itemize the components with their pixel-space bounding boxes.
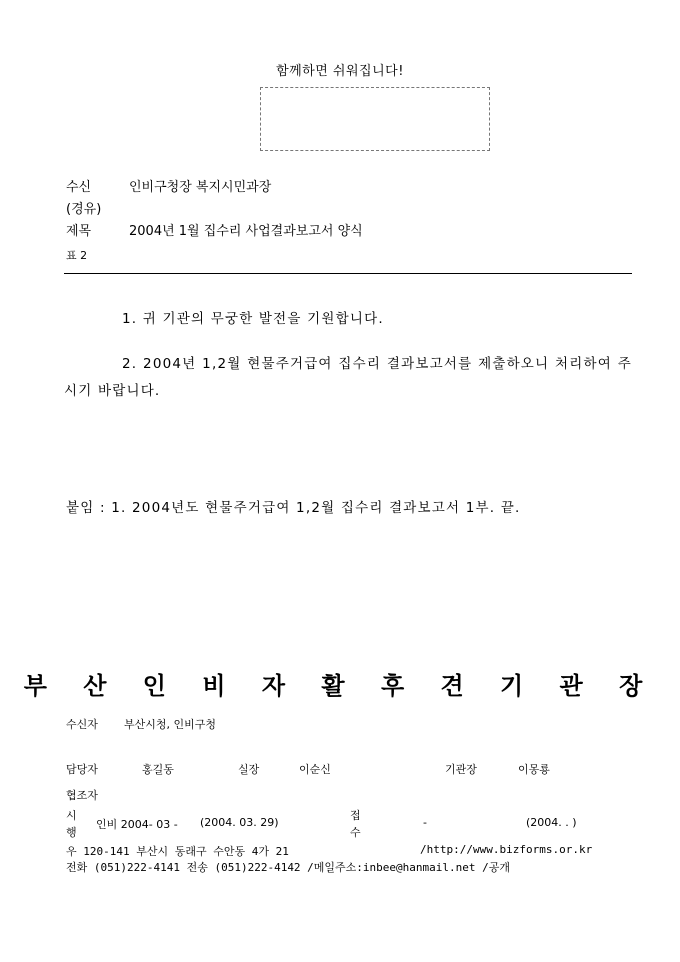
staff-name: 홍길동 bbox=[142, 763, 174, 776]
cooperator-label: 협조자 bbox=[66, 789, 98, 802]
exec-number: 인비 2004- 03 - bbox=[96, 818, 178, 831]
table-ref: 표 2 bbox=[66, 249, 88, 262]
contact-info: 전화 (051)222-4141 전송 (051)222-4142 /메일주소:inbee@hanmail.net /공개 bbox=[66, 861, 511, 874]
stamp-box bbox=[260, 87, 490, 151]
exec-label-top: 시 bbox=[66, 809, 77, 822]
director-name: 이몽룡 bbox=[518, 763, 550, 776]
website-link[interactable]: /http://www.bizforms.or.kr bbox=[420, 843, 593, 856]
sender-name: 부 산 인 비 자 활 후 견 기 관 장 bbox=[23, 672, 657, 700]
via-label: (경유) bbox=[66, 202, 102, 217]
recipients-value: 부산시청, 인비구청 bbox=[124, 718, 217, 731]
director-label: 기관장 bbox=[445, 763, 477, 776]
address: 우 120-141 부산시 동래구 수안동 4가 21 bbox=[66, 845, 289, 858]
slogan: 함께하면 쉬워집니다! bbox=[276, 64, 404, 79]
staff-label: 담당자 bbox=[66, 763, 98, 776]
recipient-value: 인비구청장 복지시민과장 bbox=[129, 180, 272, 195]
chief-label: 실장 bbox=[238, 763, 260, 776]
subject-label: 제목 bbox=[66, 224, 92, 239]
recipients-label: 수신자 bbox=[66, 718, 98, 731]
receipt-date: (2004. . ) bbox=[526, 816, 577, 829]
receipt-label-top: 접 bbox=[350, 809, 361, 822]
exec-date: (2004. 03. 29) bbox=[200, 816, 279, 829]
receipt-label-bottom: 수 bbox=[350, 826, 361, 839]
chief-name: 이순신 bbox=[299, 763, 331, 776]
body-paragraph-1: 1. 귀 기관의 무궁한 발전을 기원합니다. bbox=[122, 311, 384, 327]
recipient-label: 수신 bbox=[66, 180, 92, 195]
attachment-line: 붙임 : 1. 2004년도 현물주거급여 1,2월 집수리 결과보고서 1부. 끝. bbox=[66, 500, 521, 516]
subject-value: 2004년 1월 집수리 사업결과보고서 양식 bbox=[129, 224, 363, 239]
body-paragraph-2: 2. 2004년 1,2월 현물주거급여 집수리 결과보고서를 제출하오니 처리하여 주시기 바랍니다. bbox=[64, 356, 632, 399]
exec-label-bottom: 행 bbox=[66, 826, 77, 839]
header-divider bbox=[64, 273, 632, 274]
receipt-number: - bbox=[423, 816, 427, 829]
